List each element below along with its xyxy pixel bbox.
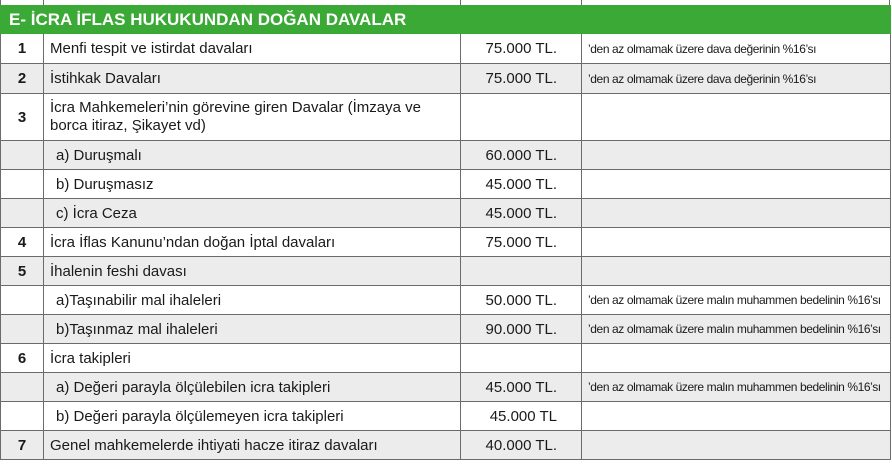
row-number: 3 xyxy=(1,94,44,141)
row-amount: 45.000 TL. xyxy=(461,373,582,402)
row-description: c) İcra Ceza xyxy=(44,199,461,228)
section-title: E- İCRA İFLAS HUKUKUNDAN DOĞAN DAVALAR xyxy=(1,6,891,34)
row-number xyxy=(1,170,44,199)
row-note xyxy=(582,199,891,228)
row-note xyxy=(582,228,891,257)
row-description: Genel mahkemelerde ihtiyati hacze itiraz davaları xyxy=(44,431,461,460)
row-amount: 50.000 TL. xyxy=(461,286,582,315)
row-amount: 45.000 TL. xyxy=(461,199,582,228)
row-note: ’den az olmamak üzere dava değerinin %16’sı xyxy=(582,34,891,64)
row-note: ’den az olmamak üzere dava değerinin %16’sı xyxy=(582,64,891,94)
row-number xyxy=(1,141,44,170)
table-row xyxy=(1,431,891,460)
table-header-row xyxy=(1,6,891,34)
row-description: b)Taşınmaz mal ihaleleri xyxy=(44,315,461,344)
row-description: İcra Mahkemeleri’nin görevine giren Davalar (İmzaya ve borca itiraz, Şikayet vd) xyxy=(44,94,461,141)
row-number xyxy=(1,315,44,344)
table-row xyxy=(1,170,891,199)
row-amount xyxy=(461,344,582,373)
table-row xyxy=(1,94,891,141)
row-number xyxy=(1,402,44,431)
table-row xyxy=(1,34,891,64)
table-row xyxy=(1,199,891,228)
row-number: 1 xyxy=(1,34,44,64)
table-row xyxy=(1,373,891,402)
row-note xyxy=(582,94,891,141)
row-note xyxy=(582,170,891,199)
row-number xyxy=(1,373,44,402)
row-note: ’den az olmamak üzere malın muhammen bedelinin %16’sı xyxy=(582,315,891,344)
row-amount: 45.000 TL. xyxy=(461,170,582,199)
row-description: a)Taşınabilir mal ihaleleri xyxy=(44,286,461,315)
row-note: ’den az olmamak üzere malın muhammen bedelinin %16’sı xyxy=(582,373,891,402)
row-note xyxy=(582,402,891,431)
table-row xyxy=(1,315,891,344)
row-number: 5 xyxy=(1,257,44,286)
row-number xyxy=(1,199,44,228)
row-amount xyxy=(461,94,582,141)
row-number xyxy=(1,286,44,315)
row-number: 6 xyxy=(1,344,44,373)
row-description: İstihkak Davaları xyxy=(44,64,461,94)
row-number: 4 xyxy=(1,228,44,257)
row-amount: 75.000 TL. xyxy=(461,228,582,257)
row-number: 2 xyxy=(1,64,44,94)
row-note xyxy=(582,344,891,373)
row-amount: 45.000 TL xyxy=(461,402,582,431)
row-amount: 75.000 TL. xyxy=(461,64,582,94)
row-description: b) Değeri parayla ölçülemeyen icra takipleri xyxy=(44,402,461,431)
row-description: İcra İflas Kanunu’ndan doğan İptal davaları xyxy=(44,228,461,257)
row-description: a) Değeri parayla ölçülebilen icra takipleri xyxy=(44,373,461,402)
table-row xyxy=(1,228,891,257)
row-note xyxy=(582,141,891,170)
row-description: a) Duruşmalı xyxy=(44,141,461,170)
table-row xyxy=(1,64,891,94)
table-row xyxy=(1,257,891,286)
row-note xyxy=(582,431,891,460)
table-row xyxy=(1,141,891,170)
row-note: ’den az olmamak üzere malın muhammen bedelinin %16’sı xyxy=(582,286,891,315)
table-row xyxy=(1,286,891,315)
row-amount: 60.000 TL. xyxy=(461,141,582,170)
row-amount: 40.000 TL. xyxy=(461,431,582,460)
row-amount: 75.000 TL. xyxy=(461,34,582,64)
row-description: b) Duruşmasız xyxy=(44,170,461,199)
table-row xyxy=(1,402,891,431)
row-amount: 90.000 TL. xyxy=(461,315,582,344)
row-description: İhalenin feshi davası xyxy=(44,257,461,286)
row-amount xyxy=(461,257,582,286)
fee-table xyxy=(0,5,891,460)
row-note xyxy=(582,257,891,286)
row-description: Menfi tespit ve istirdat davaları xyxy=(44,34,461,64)
row-description: İcra takipleri xyxy=(44,344,461,373)
row-number: 7 xyxy=(1,431,44,460)
table-row xyxy=(1,344,891,373)
